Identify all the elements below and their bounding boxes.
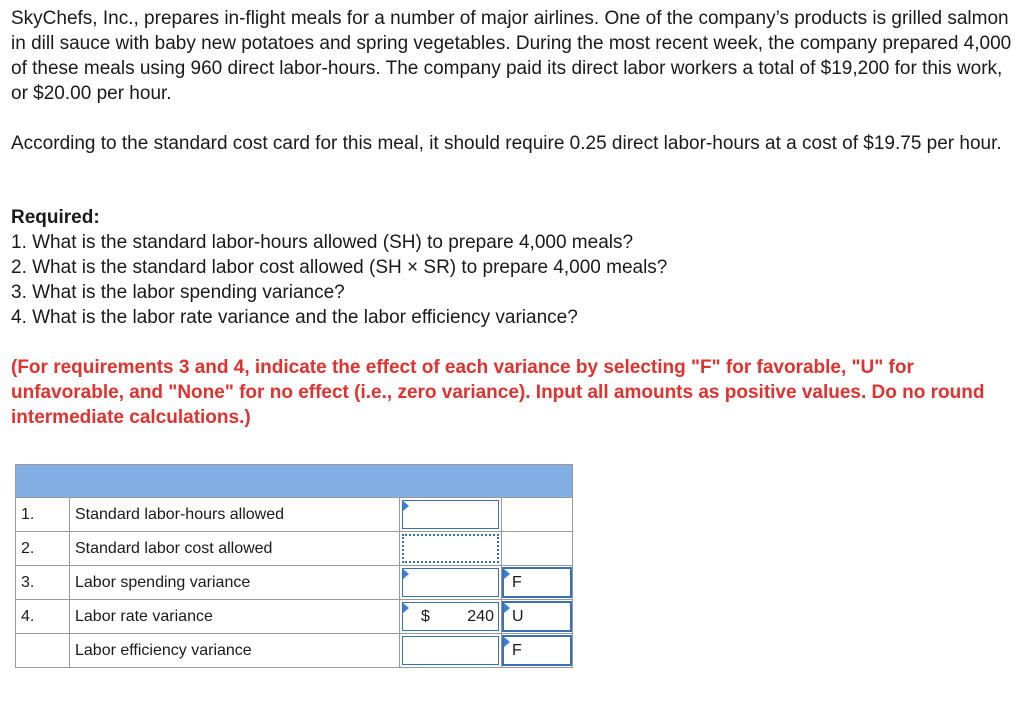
efficiency-variance-input[interactable]: [402, 636, 499, 665]
effect-value: F: [512, 573, 522, 591]
table-row: [16, 566, 573, 600]
row-number: [16, 634, 70, 668]
table-header-row: [16, 465, 573, 498]
amount-cell: [400, 634, 502, 668]
effect-cell: [502, 634, 573, 668]
requirement-1: 1. What is the standard labor-hours allowed (SH) to prepare 4,000 meals?: [11, 232, 634, 253]
efficiency-variance-effect-select[interactable]: [502, 635, 572, 666]
dollar-sign: $: [421, 607, 430, 625]
effect-cell: [502, 532, 573, 566]
amount-value: 240: [467, 607, 494, 625]
input-marker-icon: [403, 569, 409, 579]
row-number: 4.: [16, 600, 70, 634]
requirement-3: 3. What is the labor spending variance?: [11, 282, 345, 303]
table-row: [16, 634, 573, 668]
row-label: Standard labor cost allowed: [70, 532, 400, 566]
row-label: Labor rate variance: [70, 600, 400, 634]
required-heading: Required:: [11, 207, 100, 228]
row-label: Labor spending variance: [70, 566, 400, 600]
sh-hours-input[interactable]: [402, 500, 499, 529]
problem-paragraph-1: SkyChefs, Inc., prepares in-flight meals for a number of major airlines. One of the company’s products is grilled salmon in dill sauce with baby new potatoes and spring vegetables. During the most recent week, the company prepared 4,000 of these meals using 960 direct labor-hours. The company paid its direct labor workers a total of $19,200 for this work, or $20.00 per hour.: [11, 8, 1012, 104]
requirement-4: 4. What is the labor rate variance and the labor efficiency variance?: [11, 307, 578, 328]
select-marker-icon: [504, 603, 510, 613]
requirement-2: 2. What is the standard labor cost allowed (SH × SR) to prepare 4,000 meals?: [11, 257, 668, 278]
amount-cell: [400, 566, 502, 600]
effect-value: F: [512, 641, 522, 659]
answer-table: [15, 464, 573, 668]
table-row: [16, 600, 573, 634]
rate-variance-input[interactable]: [402, 602, 499, 631]
effect-cell: [502, 566, 573, 600]
effect-cell: [502, 600, 573, 634]
table-row: [16, 532, 573, 566]
row-number: 1.: [16, 498, 70, 532]
spending-variance-effect-select[interactable]: [502, 567, 572, 598]
spending-variance-input[interactable]: [402, 568, 499, 597]
problem-paragraph-2: According to the standard cost card for this meal, it should require 0.25 direct labor-hours at a cost of $19.75 per hour.: [11, 133, 1002, 154]
select-marker-icon: [504, 569, 510, 579]
amount-cell: [400, 498, 502, 532]
effect-cell: [502, 498, 573, 532]
rate-variance-effect-select[interactable]: [502, 601, 572, 632]
row-number: 3.: [16, 566, 70, 600]
row-label: Standard labor-hours allowed: [70, 498, 400, 532]
row-number: 2.: [16, 532, 70, 566]
instructions: (For requirements 3 and 4, indicate the effect of each variance by selecting "F" for favorable, "U" for unfavorable, and "None" for no effect (i.e., zero variance). Input all amounts as positive values. Do no round intermediate calculations.): [11, 357, 985, 428]
select-marker-icon: [504, 637, 510, 647]
amount-cell: [400, 532, 502, 566]
table-header: [16, 465, 573, 498]
input-marker-icon: [403, 603, 409, 613]
table-row: [16, 498, 573, 532]
amount-cell: [400, 600, 502, 634]
row-label: Labor efficiency variance: [70, 634, 400, 668]
effect-value: U: [512, 607, 524, 625]
std-cost-input[interactable]: [402, 534, 499, 563]
input-marker-icon: [403, 501, 409, 511]
